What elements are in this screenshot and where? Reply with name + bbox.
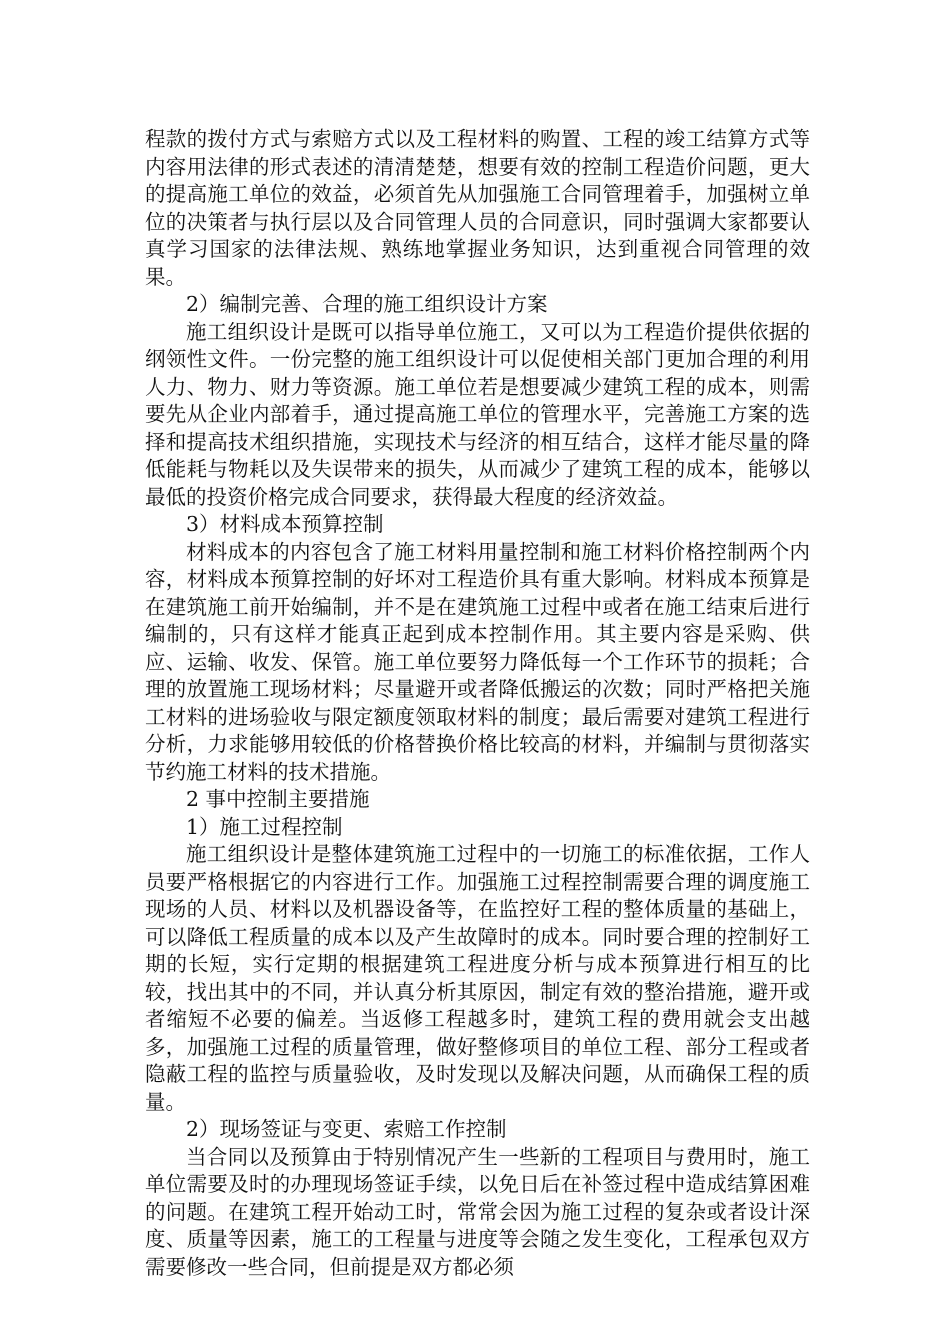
paragraph-construction-process-control: 施工组织设计是整体建筑施工过程中的一切施工的标准依据，工作人员要严格根据它的内容进行工作。加强施工过程控制需要合理的调度施工现场的人员、材料以及机器设备等，在监控好工程的整体质量的基础上，可以降低工程质量的成本以及产生故障时的成本。同时要合理的控制好工期的长短，实行定期的根据建筑工程进度分析与成本预算进行相互的比较，找出其中的不同，并认真分析其原因，制定有效的整治措施，避开或者缩短不必要的偏差。当返修工程越多时，建筑工程的费用就会支出越多，加强施工过程的质量管理，做好整修项目的单位工程、部分工程或者隐蔽工程的监控与质量验收，及时发现以及解决问题，从而确保工程的质量。	[145, 842, 810, 1114]
heading-construction-process-control: 1）施工过程控制	[186, 814, 343, 839]
paragraph-contract-management: 程款的拨付方式与索赔方式以及工程材料的购置、工程的竣工结算方式等内容用法律的形式表述的清清楚楚，想要有效的控制工程造价问题，更大的提高施工单位的效益，必须首先从加强施工合同管理着手，加强树立单位的决策者与执行层以及合同管理人员的合同意识，同时强调大家都要认真学习国家的法律法规、熟练地掌握业务知识，达到重视合同管理的效果。	[145, 127, 810, 289]
heading-site-visa-change-claim: 2）现场签证与变更、索赔工作控制	[186, 1117, 507, 1141]
paragraph-material-cost-budget: 材料成本的内容包含了施工材料用量控制和施工材料价格控制两个内容，材料成本预算控制的好坏对工程造价具有重大影响。材料成本预算是在建筑施工前开始编制，并不是在建筑施工过程中或者在施工结束后进行编制的，只有这样才能真正起到成本控制作用。其主要内容是采购、供应、运输、收发、保管。施工单位要努力降低每一个工作环节的损耗；合理的放置施工现场材料；尽量避开或者降低搬运的次数；同时严格把关施工材料的进场验收与限定额度领取材料的制度；最后需要对建筑工程进行分析，力求能够用较低的价格替换价格比较高的材料，并编制与贯彻落实节约施工材料的技术措施。	[145, 539, 810, 784]
heading-in-process-control: 2 事中控制主要措施	[186, 787, 370, 811]
heading-material-cost-budget: 3）材料成本预算控制	[186, 512, 384, 536]
paragraph-construction-organization-design: 施工组织设计是既可以指导单位施工，又可以为工程造价提供依据的纲领性文件。一份完整的施工组织设计可以促使相关部门更加合理的利用人力、物力、财力等资源。施工单位若是想要减少建筑工程的成本，则需要先从企业内部着手，通过提高施工单位的管理水平，完善施工方案的选择和提高技术组织措施，实现技术与经济的相互结合，这样才能尽量的降低能耗与物耗以及失误带来的损失，从而减少了建筑工程的成本，能够以最低的投资价格完成合同要求，获得最大程度的经济效益。	[145, 319, 810, 509]
document-body	[145, 126, 810, 1281]
heading-construction-organization-design: 2）编制完善、合理的施工组织设计方案	[186, 292, 548, 316]
paragraph-site-visa-change-claim: 当合同以及预算由于特别情况产生一些新的工程项目与费用时，施工单位需要及时的办理现场签证手续，以免日后在补签过程中造成结算困难的问题。在建筑工程开始动工时，常常会因为施工过程的复杂或者设计深度、质量等因素，施工的工程量与进度等会随之发生变化，工程承包双方需要修改一些合同，但前提是双方都必须	[145, 1144, 810, 1279]
